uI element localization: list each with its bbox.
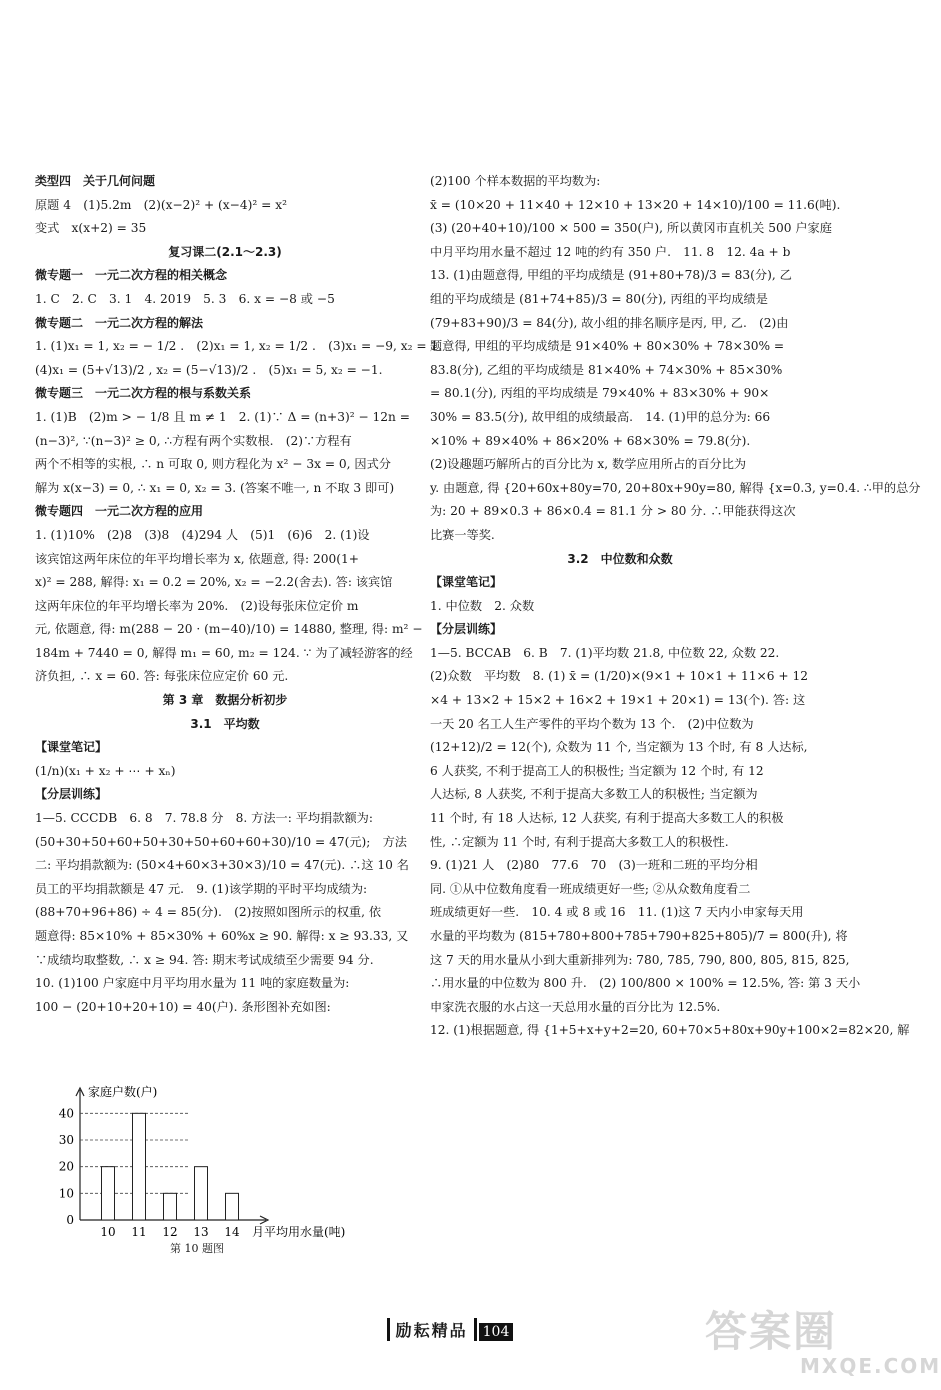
text-line: 10. (1)100 户家庭中月平均用水量为 11 吨的家庭数量为:	[35, 976, 350, 991]
text-line: 题意得: 85×10% + 85×30% + 60%x ≥ 90. 解得: x ≥ 93.33, 又	[35, 929, 409, 943]
section-heading: 【课堂笔记】	[430, 575, 503, 590]
section-heading: 复习课二(2.1～2.3)	[168, 244, 282, 259]
text-line: ×4 + 13×2 + 15×2 + 16×2 + 19×1 + 20×1) = 13(个). 答: 这	[430, 693, 806, 708]
text-line: ∴用水量的中位数为 800 升. (2) 100/800 × 100% = 12.5%, 答: 第 3 天小	[430, 976, 861, 991]
y-axis-label: 家庭户数(户)	[88, 1085, 158, 1099]
text-line: 水量的平均数为 (815+780+800+785+790+825+805)/7 = 800(升), 将	[430, 929, 848, 943]
watermark-url: MXQE.COM	[800, 1354, 941, 1378]
text-line: 9. (1)21 人 (2)80 77.6 70 (3)一班和二班的平均分相	[430, 858, 758, 873]
section-heading: 类型四 关于几何问题	[35, 174, 156, 188]
section-heading: 【课堂笔记】	[35, 740, 108, 755]
text-line: (1/n)(x₁ + x₂ + ⋯ + xₙ)	[35, 763, 176, 778]
text-line: 184m + 7440 = 0, 解得 m₁ = 60, m₂ = 124. ∵ 为了减轻游客的经	[35, 645, 413, 660]
text-line: 1—5. CCCDB 6. 8 7. 78.8 分 8. 方法一: 平均捐款额为:	[35, 811, 373, 826]
text-line: (79+83+90)/3 = 84(分), 故小组的排名顺序是丙, 甲, 乙. (2)由	[430, 315, 789, 330]
text-line: (3) (20+40+10)/100 × 500 = 350(户), 所以黄冈市直机关 500 户家庭	[430, 221, 832, 236]
text-line: (4)x₁ = (5+√13)/2 , x₂ = (5−√13)/2 . (5)x₁ = 5, x₂ = −1.	[35, 362, 383, 377]
text-line: 元, 依题意, 得: m(288 − 20 · (m−40)/10) = 14880, 整理, 得: m² −	[35, 622, 423, 637]
section-heading: 3.1 平均数	[190, 716, 260, 731]
text-line: 为: 20 + 89×0.3 + 86×0.4 = 81.1 分 > 80 分. ∴甲能获得这次	[430, 504, 796, 519]
bar	[195, 1167, 208, 1220]
brand-label: 励耘精品	[387, 1318, 477, 1341]
x-tick-label: 10	[100, 1225, 116, 1239]
text-line: 1. C 2. C 3. 1 4. 2019 5. 3 6. x = −8 或 −5	[35, 291, 335, 306]
text-line: 30% = 83.5(分), 故甲组的成绩最高. 14. (1)甲的总分为: 66	[430, 409, 771, 424]
page-number: 104	[479, 1323, 514, 1341]
x-tick-label: 13	[193, 1225, 209, 1239]
text-line: 100 − (20+10+20+10) = 40(户). 条形图补充如图:	[35, 999, 331, 1014]
right-column	[430, 170, 921, 1043]
x-tick-label: 14	[224, 1225, 240, 1239]
section-heading: 第 3 章 数据分析初步	[162, 693, 288, 708]
text-line: 性, ∴定额为 11 个时, 有利于提高大多数工人的积极性.	[430, 834, 729, 849]
section-heading: 3.2 中位数和众数	[567, 551, 673, 566]
text-line: 1. (1)10% (2)8 (3)8 (4)294 人 (5)1 (6)6 2. (1)设	[35, 527, 370, 542]
text-line: 这两年床位的年平均增长率为 20%. (2)设每张床位定价 m	[35, 598, 359, 613]
text-line: 同. ①从中位数角度看一班成绩更好一些; ②从众数角度看二	[430, 881, 751, 896]
watermark-logo	[705, 1307, 941, 1385]
y-tick-label: 20	[58, 1159, 74, 1174]
text-line: = 80.1(分), 丙组的平均成绩是 79×40% + 83×30% + 90×	[430, 386, 770, 401]
text-line: (50+30+50+60+50+30+50+60+60+30)/10 = 47(元); 方法	[35, 834, 407, 849]
text-line: 两个不相等的实根, ∴ n 可取 0, 则方程化为 x² − 3x = 0, 因式分	[35, 457, 391, 472]
text-line: x̄ = (10×20 + 11×40 + 12×10 + 13×20 + 14×10)/100 = 11.6(吨).	[430, 197, 841, 212]
text-line: 1. (1)B (2)m > − 1/8 且 m ≠ 1 2. (1)∵ Δ = (n+3)² − 12n =	[35, 409, 410, 424]
text-line: 1. (1)x₁ = 1, x₂ = − 1/2 . (2)x₁ = 1, x₂ = 1/2 . (3)x₁ = −9, x₂ = 1.	[35, 339, 443, 354]
bar	[164, 1193, 177, 1220]
text-line: (88+70+96+86) ÷ 4 = 85(分). (2)按照如图所示的权重, 依	[35, 905, 382, 920]
watermark-text: 答案圈	[705, 1307, 838, 1356]
text-line: (n−3)², ∵(n−3)² ≥ 0, ∴方程有两个实数根. (2)∵方程有	[35, 433, 352, 448]
left-column	[35, 170, 443, 1019]
text-line: ∵成绩均取整数, ∴ x ≥ 94. 答: 期末考试成绩至少需要 94 分.	[35, 952, 374, 967]
section-heading: 微专题二 一元二次方程的解法	[35, 315, 204, 330]
text-line: 济负担, ∴ x = 60. 答: 每张床位应定价 60 元.	[35, 669, 289, 684]
text-line: 12. (1)根据题意, 得 {1+5+x+y+2=20, 60+70×5+80x+90y+100×2=82×20, 解	[430, 1023, 910, 1038]
text-line: 员工的平均捐款额是 47 元. 9. (1)该学期的平时平均成绩为:	[35, 881, 368, 896]
text-line: 83.8(分), 乙组的平均成绩是 81×40% + 74×30% + 85×30%	[430, 362, 783, 377]
y-tick-label: 10	[58, 1186, 74, 1201]
x-axis-label: 月平均用水量(吨)	[252, 1225, 346, 1239]
section-heading: 【分层训练】	[430, 622, 503, 637]
x-tick-label: 12	[162, 1225, 178, 1239]
text-line: 11 个时, 有 18 人达标, 12 人获奖, 有利于提高大多数工人的积极	[430, 811, 784, 826]
text-line: 13. (1)由题意得, 甲组的平均成绩是 (91+80+78)/3 = 83(分), 乙	[430, 268, 792, 283]
text-line: 1—5. BCCAB 6. B 7. (1)平均数 21.8, 中位数 22, 众数 22.	[430, 645, 780, 660]
text-line: 组的平均成绩是 (81+74+85)/3 = 80(分), 丙组的平均成绩是	[430, 291, 768, 306]
y-tick-label: 0	[66, 1213, 74, 1227]
chart-caption: 第 10 题图	[170, 1242, 224, 1255]
text-line: 变式 x(x+2) = 35	[35, 221, 147, 236]
text-line: ×10% + 89×40% + 86×20% + 68×30% = 79.8(分).	[430, 433, 751, 448]
x-tick-label: 11	[131, 1225, 147, 1239]
text-line: (2)100 个样本数据的平均数为:	[430, 174, 601, 188]
y-tick-label: 40	[58, 1106, 74, 1121]
text-line: 中月平均用水量不超过 12 吨的约有 350 户. 11. 8 12. 4a + b	[430, 244, 791, 259]
text-line: 人达标, 8 人获奖, 不利于提高大多数工人的积极性; 当定额为	[430, 787, 758, 802]
text-line: 班成绩更好一些. 10. 4 或 8 或 16 11. (1)这 7 天内小申家每天用	[430, 905, 804, 920]
text-line: y. 由题意, 得 {20+60x+80y=70, 20+80x+90y=80, 解得 {x=0.3, y=0.4. ∴甲的总分	[430, 480, 921, 495]
bar-chart	[38, 1082, 368, 1242]
y-tick-label: 30	[58, 1133, 74, 1147]
text-line: 1. 中位数 2. 众数	[430, 598, 535, 613]
text-line: 解为 x(x−3) = 0, ∴ x₁ = 0, x₂ = 3. (答案不唯一, n 不取 3 即可)	[35, 480, 395, 495]
text-line: 该宾馆这两年床位的年平均增长率为 x, 依题意, 得: 200(1+	[35, 551, 359, 566]
text-line: (2)设趣题巧解所占的百分比为 x, 数学应用所占的百分比为	[430, 457, 747, 472]
section-heading: 微专题一 一元二次方程的相关概念	[35, 268, 228, 283]
section-heading: 【分层训练】	[35, 787, 108, 802]
text-line: 一天 20 名工人生产零件的平均个数为 13 个. (2)中位数为	[430, 716, 754, 731]
section-heading: 微专题三 一元二次方程的根与系数关系	[35, 386, 252, 401]
text-line: 6 人获奖, 不利于提高工人的积极性; 当定额为 12 个时, 有 12	[430, 763, 764, 778]
bar	[102, 1167, 115, 1220]
text-line: 申家洗衣服的水占这一天总用水量的百分比为 12.5%.	[430, 999, 721, 1014]
text-line: 这 7 天的用水量从小到大重新排列为: 780, 785, 790, 800, 805, 815, 825,	[430, 952, 850, 967]
section-heading: 微专题四 一元二次方程的应用	[35, 504, 204, 519]
text-line: 比赛一等奖.	[430, 527, 495, 542]
text-line: 题意得, 甲组的平均成绩是 91×40% + 80×30% + 78×30% =	[430, 339, 785, 354]
bar	[133, 1113, 146, 1220]
text-line: (12+12)/2 = 12(个), 众数为 11 个, 当定额为 13 个时, 有 8 人达标,	[430, 740, 808, 755]
bar	[226, 1193, 239, 1220]
text-line: (2)众数 平均数 8. (1) x̄ = (1/20)×(9×1 + 10×1 + 11×6 + 12	[430, 669, 808, 684]
text-line: 原题 4 (1)5.2m (2)(x−2)² + (x−4)² = x²	[35, 197, 287, 212]
text-line: x)² = 288, 解得: x₁ = 0.2 = 20%, x₂ = −2.2(舍去). 答: 该宾馆	[35, 575, 393, 590]
text-line: 二: 平均捐款额为: (50×4+60×3+30×3)/10 = 47(元). ∴这 10 名	[35, 858, 409, 873]
